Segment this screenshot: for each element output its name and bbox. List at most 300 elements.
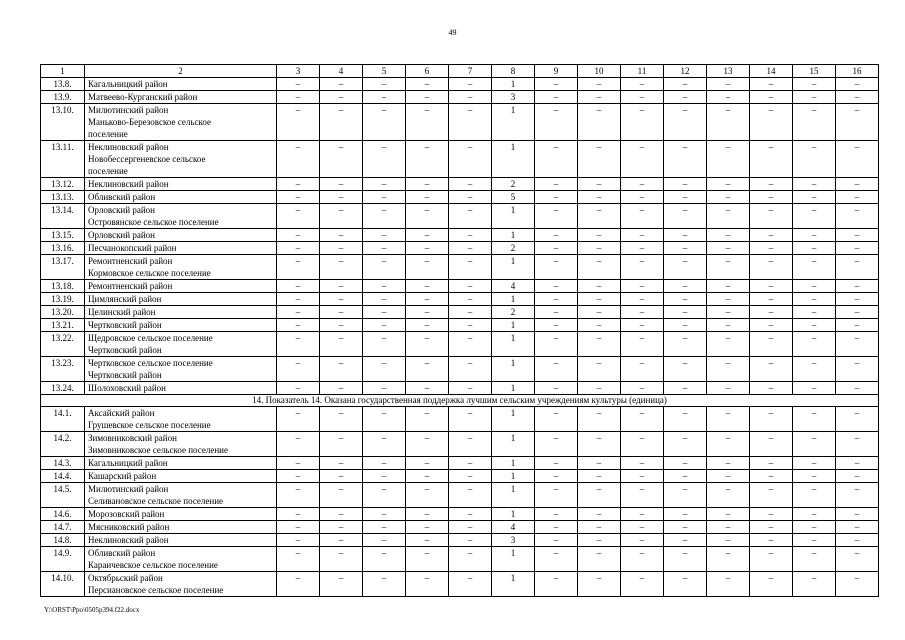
value-cell: 1 (492, 293, 535, 306)
row-number: 13.21. (41, 319, 85, 332)
value-cell: – (750, 508, 793, 521)
value-cell: – (664, 534, 707, 547)
value-cell: – (578, 382, 621, 395)
value-cell: – (664, 332, 707, 357)
value-cell: – (320, 382, 363, 395)
value-cell: – (664, 547, 707, 572)
value-cell: 3 (492, 534, 535, 547)
value-cell: – (836, 204, 879, 229)
row-name-line: Чертковский район (88, 320, 162, 330)
row-name-line: Милютинский район (88, 484, 169, 494)
value-cell: – (320, 91, 363, 104)
value-cell: – (449, 104, 492, 141)
table-row (41, 204, 879, 229)
row-name-line: Песчанокопский район (88, 243, 177, 253)
value-cell: – (578, 521, 621, 534)
value-cell: – (793, 306, 836, 319)
value-cell: 1 (492, 78, 535, 91)
value-cell: – (406, 357, 449, 382)
row-name-line: Аксайский район (88, 408, 155, 418)
row-name (85, 280, 277, 293)
value-cell: – (621, 91, 664, 104)
value-cell: – (277, 293, 320, 306)
table-row (41, 255, 879, 280)
value-cell: – (836, 293, 879, 306)
value-cell: – (535, 91, 578, 104)
row-name-line: Чертковский район (88, 345, 162, 355)
table-row (41, 382, 879, 395)
value-cell: – (707, 534, 750, 547)
value-cell: – (535, 382, 578, 395)
value-cell: – (406, 319, 449, 332)
value-cell: – (578, 255, 621, 280)
value-cell: – (707, 432, 750, 457)
row-name-line: Неклиновский район (88, 179, 169, 189)
value-cell: – (793, 521, 836, 534)
value-cell: – (535, 204, 578, 229)
value-cell: – (578, 178, 621, 191)
value-cell: – (836, 91, 879, 104)
value-cell: – (406, 332, 449, 357)
row-name-line: Островянское сельское поселение (88, 217, 219, 227)
value-cell: – (449, 242, 492, 255)
value-cell: – (836, 332, 879, 357)
page-number: 49 (448, 28, 457, 37)
row-name-line: Ремонтненский район (88, 256, 173, 266)
value-cell: – (449, 521, 492, 534)
value-cell: – (578, 483, 621, 508)
value-cell: – (578, 229, 621, 242)
value-cell: 1 (492, 357, 535, 382)
value-cell: – (793, 78, 836, 91)
header-cell: 11 (621, 65, 664, 78)
value-cell: – (621, 255, 664, 280)
value-cell: – (535, 306, 578, 319)
value-cell: – (578, 141, 621, 178)
value-cell: – (707, 470, 750, 483)
row-name-line: Кашарский район (88, 471, 157, 481)
row-number: 13.16. (41, 242, 85, 255)
header-cell: 14 (750, 65, 793, 78)
row-name-line: Ремонтненский район (88, 281, 173, 291)
row-name (85, 191, 277, 204)
value-cell: – (750, 521, 793, 534)
value-cell: – (664, 91, 707, 104)
value-cell: – (621, 470, 664, 483)
value-cell: – (664, 255, 707, 280)
row-name-line: Чертковский район (88, 370, 162, 380)
value-cell: – (664, 483, 707, 508)
value-cell: – (406, 104, 449, 141)
value-cell: – (277, 357, 320, 382)
row-number: 13.24. (41, 382, 85, 395)
value-cell: – (578, 508, 621, 521)
value-cell: – (406, 280, 449, 293)
header-cell: 15 (793, 65, 836, 78)
value-cell: – (363, 306, 406, 319)
value-cell: – (793, 280, 836, 293)
table-row (41, 407, 879, 432)
value-cell: – (793, 332, 836, 357)
value-cell: – (363, 483, 406, 508)
table-row (41, 178, 879, 191)
value-cell: – (535, 483, 578, 508)
value-cell: – (363, 407, 406, 432)
row-number: 13.20. (41, 306, 85, 319)
value-cell: 1 (492, 332, 535, 357)
value-cell: – (621, 293, 664, 306)
row-number: 14.9. (41, 547, 85, 572)
value-cell: – (578, 332, 621, 357)
value-cell: – (320, 357, 363, 382)
row-name-line: Неклиновский район (88, 142, 169, 152)
value-cell: – (277, 508, 320, 521)
value-cell: – (664, 141, 707, 178)
value-cell: – (406, 534, 449, 547)
table-row (41, 470, 879, 483)
value-cell: – (578, 319, 621, 332)
value-cell: – (578, 572, 621, 597)
value-cell: – (578, 432, 621, 457)
value-cell: – (664, 432, 707, 457)
value-cell: – (664, 457, 707, 470)
value-cell: – (406, 229, 449, 242)
value-cell: – (793, 508, 836, 521)
value-cell: – (320, 407, 363, 432)
value-cell: – (621, 332, 664, 357)
row-number: 13.15. (41, 229, 85, 242)
value-cell: – (277, 547, 320, 572)
value-cell: – (750, 457, 793, 470)
header-cell: 16 (836, 65, 879, 78)
value-cell: – (836, 382, 879, 395)
header-cell: 3 (277, 65, 320, 78)
value-cell: – (793, 204, 836, 229)
header-cell: 10 (578, 65, 621, 78)
value-cell: – (707, 508, 750, 521)
value-cell: – (277, 306, 320, 319)
value-cell: – (406, 293, 449, 306)
value-cell: – (793, 457, 836, 470)
section-header-row (41, 395, 879, 407)
row-name-line: Новобессергеневское сельское (88, 154, 206, 164)
value-cell: – (363, 191, 406, 204)
section-title: 14. Показатель 14. Оказана государственная поддержка лучшим сельским учреждениям культуры (единица) (41, 395, 879, 407)
row-name-line: Щедровское сельское поселение (88, 333, 213, 343)
row-name (85, 470, 277, 483)
row-name-line: Цимлянский район (88, 294, 162, 304)
value-cell: – (535, 319, 578, 332)
value-cell: – (363, 319, 406, 332)
value-cell: – (836, 178, 879, 191)
value-cell: – (363, 178, 406, 191)
value-cell: – (535, 470, 578, 483)
value-cell: – (621, 382, 664, 395)
value-cell: – (750, 534, 793, 547)
value-cell: – (535, 572, 578, 597)
row-number: 13.19. (41, 293, 85, 306)
value-cell: – (406, 141, 449, 178)
value-cell: – (707, 483, 750, 508)
table-row (41, 432, 879, 457)
value-cell: – (277, 319, 320, 332)
row-name (85, 178, 277, 191)
value-cell: – (406, 470, 449, 483)
row-name (85, 508, 277, 521)
value-cell: – (750, 547, 793, 572)
value-cell: – (621, 483, 664, 508)
value-cell: – (535, 141, 578, 178)
value-cell: – (836, 572, 879, 597)
value-cell: – (621, 508, 664, 521)
value-cell: – (320, 293, 363, 306)
value-cell: – (277, 242, 320, 255)
value-cell: – (836, 457, 879, 470)
row-number: 14.6. (41, 508, 85, 521)
value-cell: – (449, 407, 492, 432)
row-name-line: Персиановское сельское поселение (88, 585, 224, 595)
value-cell: – (363, 521, 406, 534)
value-cell: – (793, 432, 836, 457)
table-row (41, 332, 879, 357)
value-cell: – (578, 357, 621, 382)
value-cell: – (320, 204, 363, 229)
value-cell: – (750, 141, 793, 178)
value-cell: – (836, 534, 879, 547)
value-cell: – (363, 508, 406, 521)
row-name (85, 104, 277, 141)
value-cell: – (621, 229, 664, 242)
value-cell: – (320, 229, 363, 242)
value-cell: 1 (492, 141, 535, 178)
value-cell: – (363, 382, 406, 395)
value-cell: – (449, 432, 492, 457)
value-cell: – (793, 255, 836, 280)
value-cell: – (750, 332, 793, 357)
value-cell: – (707, 91, 750, 104)
table-body (41, 65, 879, 597)
value-cell: – (535, 534, 578, 547)
value-cell: – (320, 319, 363, 332)
row-name (85, 332, 277, 357)
value-cell: 3 (492, 91, 535, 104)
value-cell: – (664, 178, 707, 191)
value-cell: – (750, 306, 793, 319)
value-cell: – (664, 204, 707, 229)
value-cell: – (363, 293, 406, 306)
value-cell: – (750, 78, 793, 91)
header-cell: 6 (406, 65, 449, 78)
value-cell: – (449, 178, 492, 191)
value-cell: 1 (492, 483, 535, 508)
value-cell: – (793, 91, 836, 104)
value-cell: – (793, 534, 836, 547)
value-cell: – (320, 242, 363, 255)
value-cell: – (707, 204, 750, 229)
value-cell: – (793, 470, 836, 483)
value-cell: – (535, 547, 578, 572)
value-cell: – (535, 78, 578, 91)
value-cell: – (363, 91, 406, 104)
row-name-line: Зимовниковский район (88, 433, 177, 443)
value-cell: – (578, 306, 621, 319)
value-cell: – (535, 508, 578, 521)
value-cell: – (535, 357, 578, 382)
row-number: 14.4. (41, 470, 85, 483)
value-cell: – (836, 280, 879, 293)
header-cell: 5 (363, 65, 406, 78)
row-number: 13.11. (41, 141, 85, 178)
value-cell: – (277, 572, 320, 597)
value-cell: – (449, 357, 492, 382)
value-cell: – (449, 483, 492, 508)
row-name-line: Морозовский район (88, 509, 165, 519)
table-row (41, 534, 879, 547)
value-cell: – (707, 407, 750, 432)
row-name-line: Шолоховский район (88, 383, 166, 393)
value-cell: – (449, 332, 492, 357)
value-cell: – (277, 178, 320, 191)
value-cell: – (406, 457, 449, 470)
value-cell: 1 (492, 547, 535, 572)
value-cell: – (406, 78, 449, 91)
value-cell: – (793, 319, 836, 332)
value-cell: – (277, 521, 320, 534)
value-cell: – (793, 547, 836, 572)
row-name-line: Селивановское сельское поселение (88, 496, 224, 506)
value-cell: – (836, 357, 879, 382)
value-cell: – (793, 141, 836, 178)
table-row (41, 104, 879, 141)
value-cell: 1 (492, 229, 535, 242)
value-cell: – (406, 521, 449, 534)
value-cell: – (363, 229, 406, 242)
value-cell: – (406, 178, 449, 191)
value-cell: – (363, 204, 406, 229)
value-cell: – (664, 407, 707, 432)
row-number: 13.23. (41, 357, 85, 382)
value-cell: – (363, 432, 406, 457)
row-name (85, 407, 277, 432)
value-cell: – (449, 306, 492, 319)
value-cell: – (320, 306, 363, 319)
value-cell: 2 (492, 242, 535, 255)
value-cell: – (535, 242, 578, 255)
row-name (85, 357, 277, 382)
value-cell: – (277, 457, 320, 470)
row-name-line: Зимовниковское сельское поселение (88, 445, 228, 455)
value-cell: – (320, 332, 363, 357)
value-cell: – (621, 534, 664, 547)
value-cell: – (750, 178, 793, 191)
value-cell: – (707, 104, 750, 141)
row-name (85, 457, 277, 470)
value-cell: – (836, 306, 879, 319)
table-row (41, 319, 879, 332)
value-cell: – (664, 319, 707, 332)
value-cell: – (320, 521, 363, 534)
value-cell: – (621, 141, 664, 178)
value-cell: – (535, 521, 578, 534)
table-row (41, 78, 879, 91)
row-number: 14.2. (41, 432, 85, 457)
value-cell: – (621, 457, 664, 470)
value-cell: – (836, 191, 879, 204)
row-number: 14.1. (41, 407, 85, 432)
table-row (41, 280, 879, 293)
value-cell: – (363, 470, 406, 483)
value-cell: – (363, 547, 406, 572)
value-cell: – (277, 141, 320, 178)
value-cell: – (664, 280, 707, 293)
value-cell: – (621, 191, 664, 204)
value-cell: – (793, 293, 836, 306)
value-cell: – (449, 280, 492, 293)
header-cell: 4 (320, 65, 363, 78)
value-cell: 5 (492, 191, 535, 204)
value-cell: – (707, 547, 750, 572)
value-cell: 1 (492, 508, 535, 521)
value-cell: – (535, 191, 578, 204)
row-name (85, 141, 277, 178)
row-name (85, 91, 277, 104)
value-cell: 2 (492, 306, 535, 319)
row-name (85, 319, 277, 332)
value-cell: – (621, 78, 664, 91)
row-number: 14.10. (41, 572, 85, 597)
row-number: 14.3. (41, 457, 85, 470)
value-cell: – (621, 306, 664, 319)
value-cell: – (664, 229, 707, 242)
value-cell: – (664, 470, 707, 483)
value-cell: – (750, 382, 793, 395)
value-cell: – (750, 357, 793, 382)
value-cell: – (707, 178, 750, 191)
value-cell: – (707, 382, 750, 395)
value-cell: – (449, 204, 492, 229)
value-cell: – (535, 457, 578, 470)
value-cell: – (277, 104, 320, 141)
value-cell: – (578, 242, 621, 255)
table-row (41, 547, 879, 572)
value-cell: – (664, 357, 707, 382)
value-cell: – (707, 141, 750, 178)
header-row (41, 65, 879, 78)
value-cell: – (664, 306, 707, 319)
value-cell: 1 (492, 407, 535, 432)
value-cell: – (750, 91, 793, 104)
value-cell: – (750, 242, 793, 255)
row-name (85, 255, 277, 280)
table-row (41, 141, 879, 178)
value-cell: – (535, 407, 578, 432)
row-name-line: Мясниковский район (88, 522, 170, 532)
value-cell: – (836, 470, 879, 483)
row-name (85, 483, 277, 508)
header-cell: 13 (707, 65, 750, 78)
value-cell: – (707, 255, 750, 280)
table-row (41, 521, 879, 534)
value-cell: – (664, 521, 707, 534)
row-number: 13.13. (41, 191, 85, 204)
value-cell: – (363, 357, 406, 382)
value-cell: – (535, 229, 578, 242)
row-number: 13.10. (41, 104, 85, 141)
value-cell: – (621, 280, 664, 293)
value-cell: – (578, 457, 621, 470)
table-row (41, 457, 879, 470)
value-cell: – (707, 457, 750, 470)
